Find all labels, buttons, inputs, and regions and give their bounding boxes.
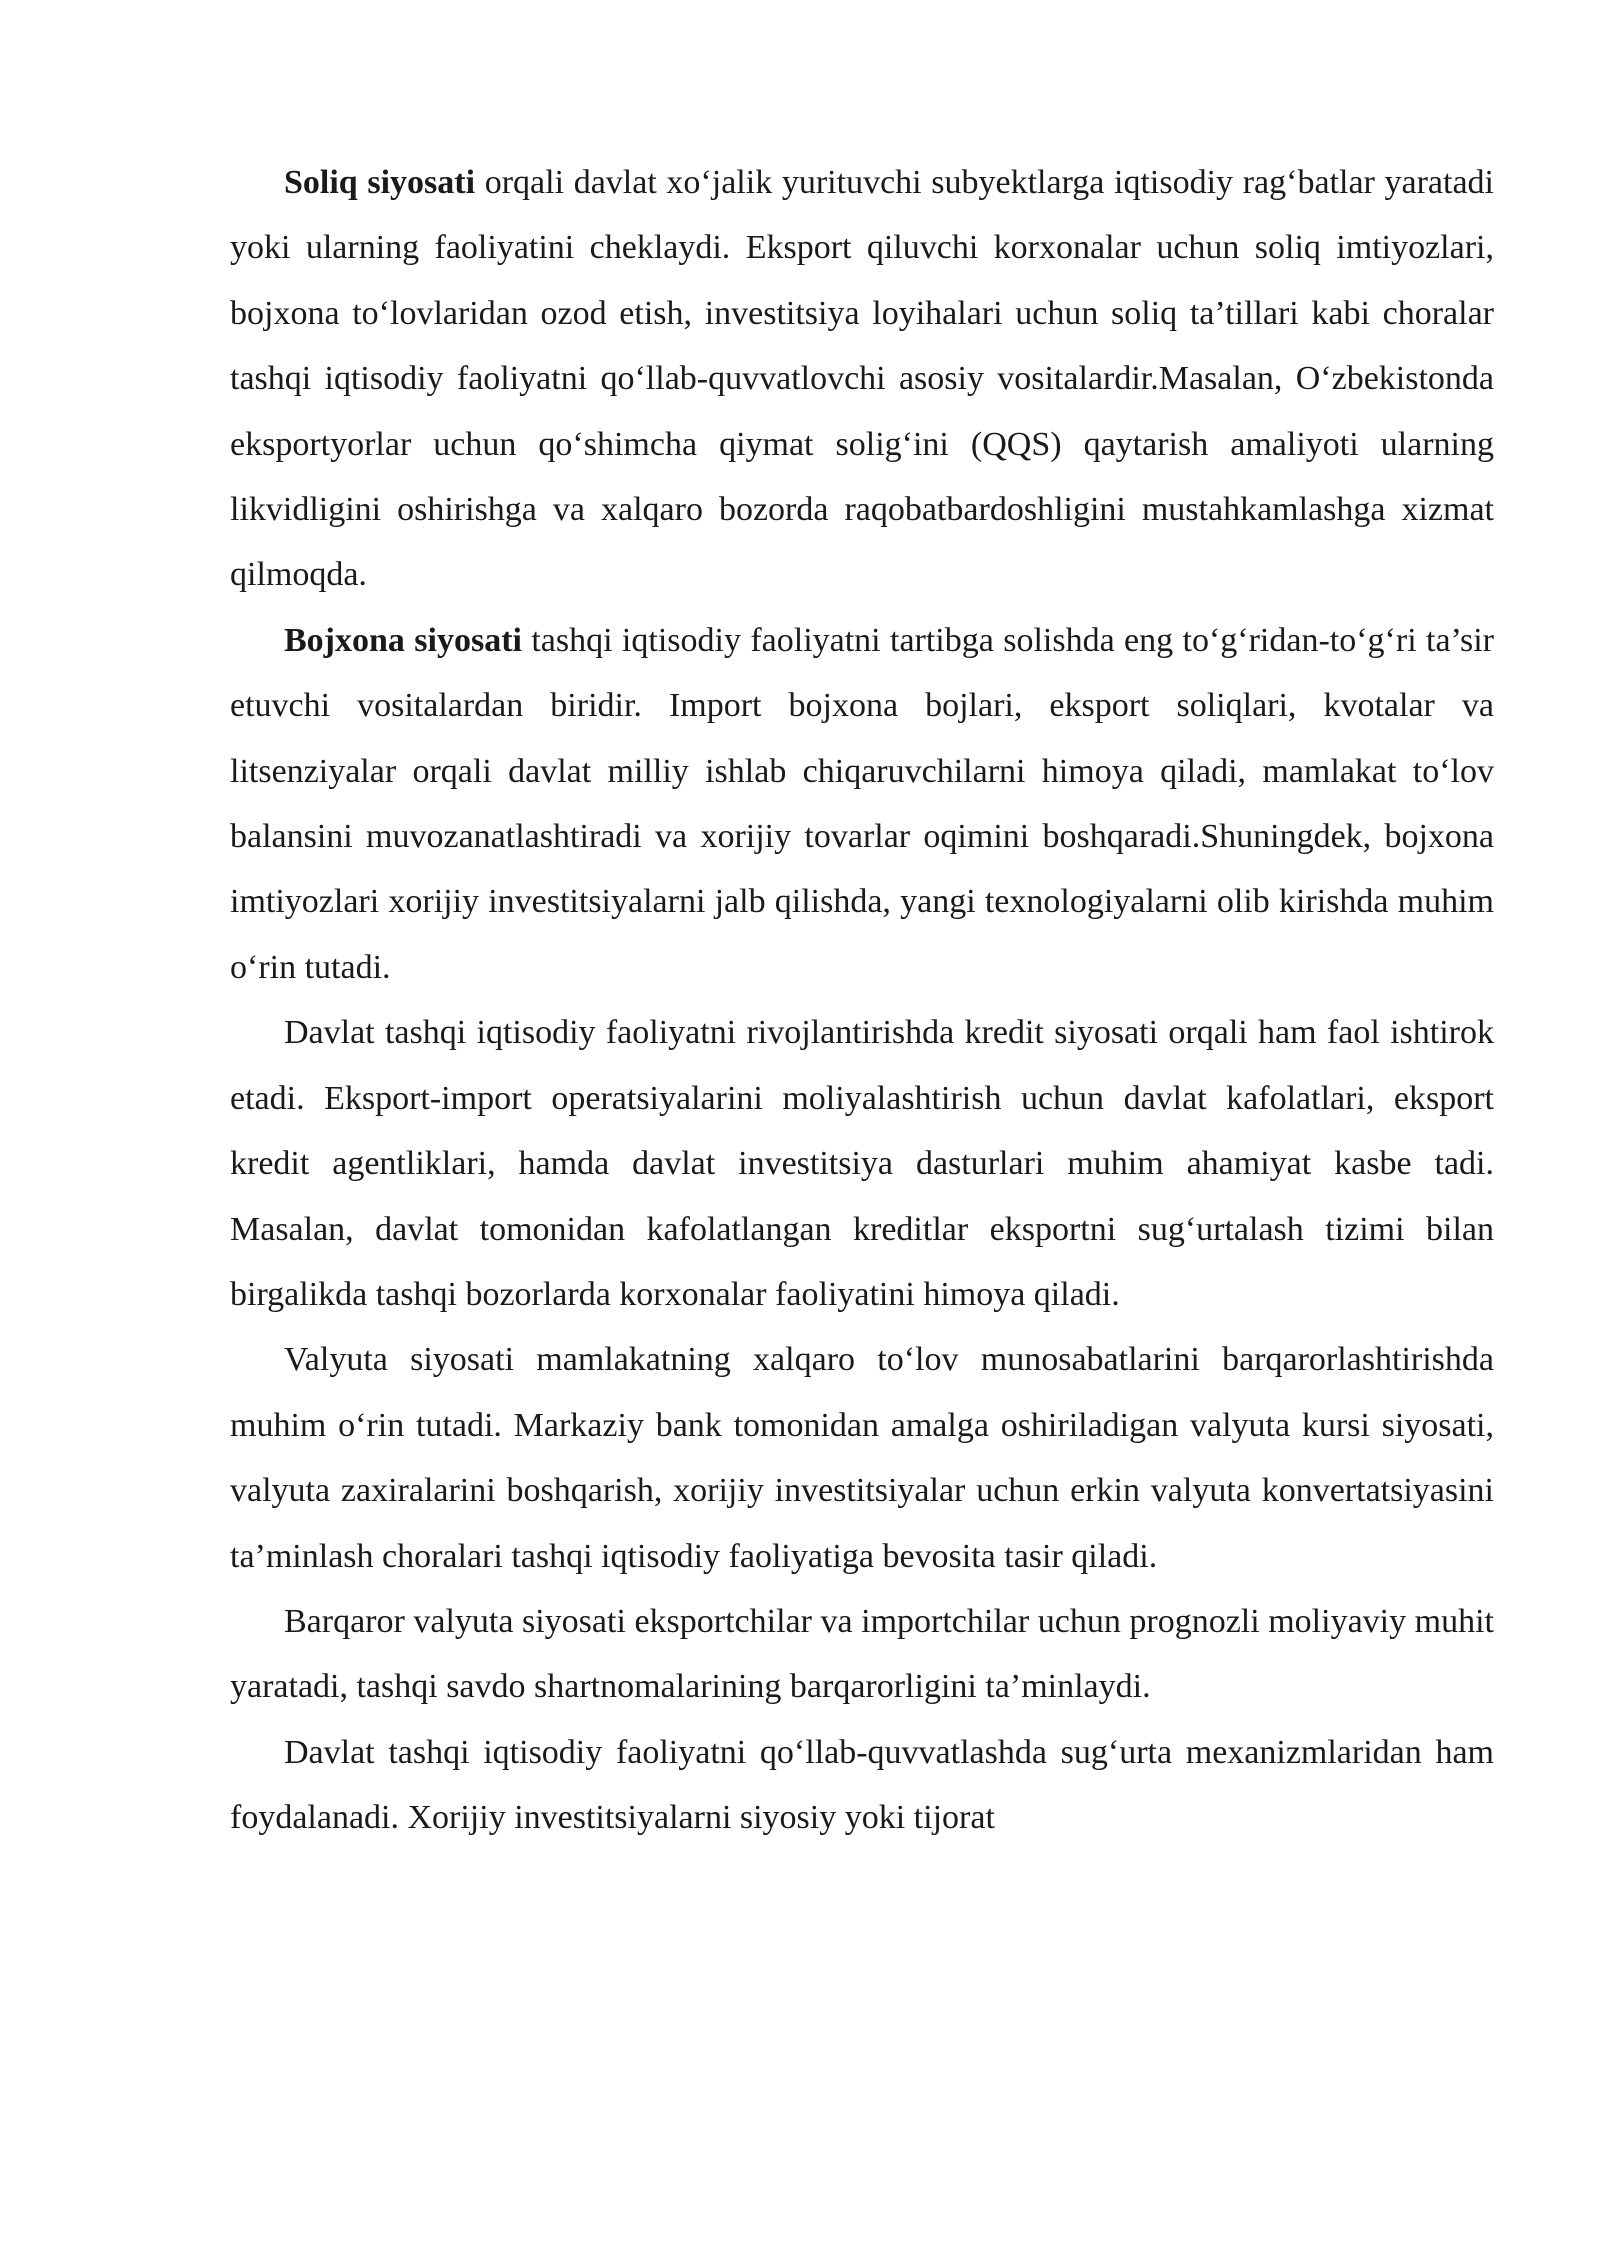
paragraph-text: orqali davlat xo‘jalik yurituvchi subyektlarga iqtisodiy rag‘batlar yaratadi yoki ularning faoliyatini cheklaydi. Eksport qiluvchi korxonalar uchun soliq imtiyozlari, bojxona to‘lovlaridan ozod etish, investitsiya loyihalari uchun soliq ta’tillari kabi choralar tashqi iqtisodiy faoliyatni qo‘llab-quvvatlovchi asosiy vositalardir.Masalan, O‘zbekistonda eksportyorlar uchun qo‘shimcha qiymat solig‘ini (QQS) qaytarish amaliyoti ularning likvidligini oshirishga va xalqaro bozorda raqobatbardoshligini mustahkamlashga xizmat qilmoqda. xyxy=(230,164,1495,594)
paragraph-text: Barqaror valyuta siyosati eksportchilar va importchilar uchun prognozli moliyaviy muhit yaratadi, tashqi savdo shartnomalarining barqarorligini ta’minlaydi. xyxy=(230,1602,1494,1706)
term-tax-policy: Soliq siyosati xyxy=(284,164,476,201)
paragraph-text: Valyuta siyosati mamlakatning xalqaro to‘lov munosabatlarini barqarorlashtirishda muhim o‘rin tutadi. Markaziy bank tomonidan amalga oshiriladigan valyuta kursi siyosati, valyuta zaxiralarini boshqarish, xorijiy investitsiyalar uchun erkin valyuta konvertatsiyasini ta’minlash choralari tashqi iqtisodiy faoliyatiga bevosita tasir qiladi. xyxy=(230,1341,1494,1575)
document-body xyxy=(230,150,1494,1851)
paragraph-insurance xyxy=(230,1720,1494,1851)
paragraph-tax-policy xyxy=(230,150,1494,608)
paragraph-customs-policy xyxy=(230,608,1494,1000)
paragraph-currency-policy xyxy=(230,1327,1494,1589)
paragraph-credit-policy xyxy=(230,1000,1494,1327)
paragraph-text: Davlat tashqi iqtisodiy faoliyatni rivojlantirishda kredit siyosati orqali ham faol ishtirok etadi. Eksport-import operatsiyalarini moliyalashtirish uchun davlat kafolatlari, eksport kredit agentliklari, hamda davlat investitsiya dasturlari muhim ahamiyat kasbe tadi. Masalan, davlat tomonidan kafolatlangan kreditlar eksportni sug‘urtalash tizimi bilan birgalikda tashqi bozorlarda korxonalar faoliyatini himoya qiladi. xyxy=(230,1014,1494,1313)
term-customs-policy: Bojxona siyosati xyxy=(284,621,522,659)
paragraph-text: tashqi iqtisodiy faoliyatni tartibga solishda eng to‘g‘ridan-to‘g‘ri ta’sir etuvchi vositalardan biridir. Import bojxona bojlari, eksport soliqlari, kvotalar va litsenziyalar orqali davlat milliy ishlab chiqaruvchilarni himoya qiladi, mamlakat to‘lov balansini muvozanatlashtiradi va xorijiy tovarlar oqimini boshqaradi.Shuningdek, bojxona imtiyozlari xorijiy investitsiyalarni jalb qilishda, yangi texnologiyalarni olib kirishda muhim o‘rin tutadi. xyxy=(230,621,1494,986)
paragraph-stable-currency xyxy=(230,1589,1494,1720)
paragraph-text: Davlat tashqi iqtisodiy faoliyatni qo‘llab-quvvatlashda sug‘urta mexanizmlaridan ham foydalanadi. Xorijiy investitsiyalarni siyosiy yoki tijorat xyxy=(230,1733,1494,1837)
